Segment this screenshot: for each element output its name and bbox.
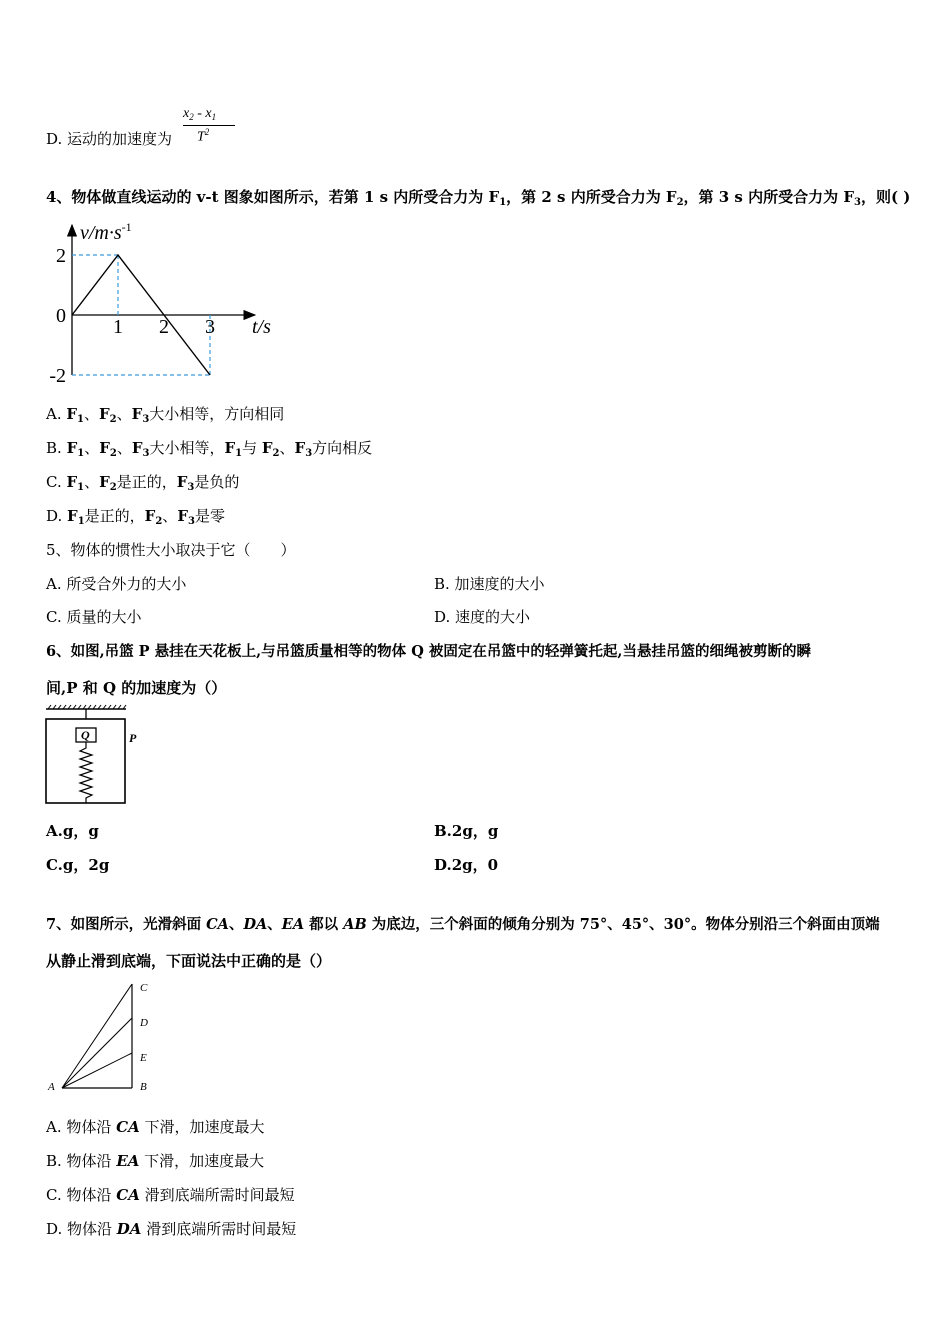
incline-ea: [62, 1053, 132, 1088]
v-axis-label: $v/m\cdot s^{-1}$: [80, 220, 132, 244]
incline-ca: [62, 984, 132, 1088]
q6-option-c[interactable]: C.g，2g: [46, 856, 110, 874]
vt-chart: [40, 215, 290, 387]
q5-option-b[interactable]: B. 加速度的大小: [434, 575, 545, 593]
q6-option-d[interactable]: D.2g，0: [434, 856, 499, 874]
q7-option-c[interactable]: C. 物体沿 CA 滑到底端所需时间最短: [46, 1186, 295, 1204]
q4-stem: 4、物体做直线运动的 v-t 图象如图所示，若第 1 s 内所受合力为 $F_1$，第 2 s 内所受合力为 $F_2$，第 3 s 内所受合力为 $F_3$，则( ): [46, 188, 911, 208]
q6-option-a[interactable]: A.g，g: [46, 822, 99, 840]
q3-option-d: [46, 128, 172, 149]
q6-stem-line2: 间,P 和 Q 的加速度为（）: [46, 679, 227, 697]
q7-stem-line2: 从静止滑到底端，下面说法中正确的是（）: [46, 952, 332, 970]
incline-da: [62, 1018, 132, 1088]
label-e: E: [140, 1052, 147, 1064]
label-a: A: [48, 1081, 55, 1093]
label-d: D: [140, 1017, 148, 1029]
q4-option-c[interactable]: C. $F_1$、$F_2$是正的，$F_3$是负的: [46, 473, 240, 493]
y-tick-label: 0: [56, 305, 66, 327]
y-tick-label: -2: [49, 365, 66, 387]
q7-option-d[interactable]: D. 物体沿 DA 滑到底端所需时间最短: [46, 1220, 297, 1238]
q4-option-b[interactable]: B. $F_1$、$F_2$、$F_3$大小相等，$F_1$与 $F_2$、$F_3$方向相反: [46, 439, 373, 459]
fraction-numerator: $x_2 - x_1$: [183, 106, 217, 122]
basket-figure: [40, 704, 150, 808]
q6-option-b[interactable]: B.2g，g: [434, 822, 499, 840]
fraction-bar: [183, 125, 235, 126]
q3-option-d-label: D. 运动的加速度为: [46, 130, 173, 148]
q7-option-a[interactable]: A. 物体沿 CA 下滑，加速度最大: [46, 1118, 265, 1136]
label-b: B: [140, 1081, 147, 1093]
x-tick-label: 1: [113, 316, 123, 338]
y-tick-label: 2: [56, 245, 66, 267]
incline-figure: [40, 978, 160, 1094]
q5-option-c[interactable]: C. 质量的大小: [46, 608, 142, 626]
fraction-denominator: $T^2$: [197, 127, 210, 145]
label-c: C: [140, 982, 148, 994]
q6-stem-line1: 6、如图,吊篮 P 悬挂在天花板上,与吊篮质量相等的物体 Q 被固定在吊篮中的轻弹簧托起,当悬挂吊篮的细绳被剪断的瞬: [46, 643, 811, 660]
q7-stem-line1: 7、如图所示，光滑斜面 CA、DA、EA 都以 AB 为底边，三个斜面的倾角分别为 75°、45°、30°。物体分别沿三个斜面由顶端: [46, 916, 880, 933]
q5-option-a[interactable]: A. 所受合外力的大小: [46, 575, 187, 593]
t-axis-label: t/s: [252, 316, 271, 338]
q5-option-d[interactable]: D. 速度的大小: [434, 608, 531, 626]
q4-option-d[interactable]: D. $F_1$是正的，$F_2$、$F_3$是零: [46, 507, 225, 527]
q4-option-a[interactable]: A. $F_1$、$F_2$、$F_3$大小相等，方向相同: [46, 405, 285, 425]
label-p: P: [129, 731, 137, 745]
label-q: Q: [81, 728, 90, 742]
spring: [80, 742, 92, 803]
x-tick-label: 2: [159, 316, 169, 338]
q5-stem: 5、物体的惯性大小取决于它（ ）: [46, 541, 296, 559]
x-tick-label: 3: [205, 316, 215, 338]
q7-option-b[interactable]: B. 物体沿 EA 下滑，加速度最大: [46, 1152, 265, 1170]
